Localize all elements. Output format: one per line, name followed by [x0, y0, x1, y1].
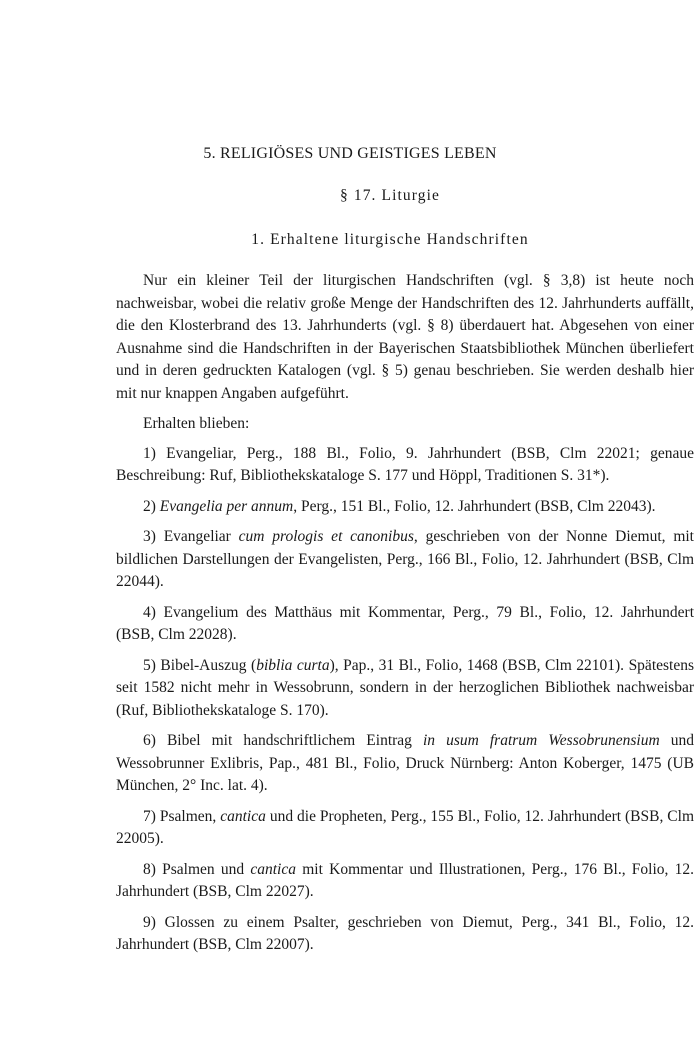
section-heading: § 17. Liturgie [340, 187, 440, 204]
list-item [116, 806, 694, 851]
list-item [116, 912, 694, 957]
item-text-cont: und die Propheten, Perg., 155 Bl., Folio, 12. Jahrhundert (BSB, Clm 22005). [116, 807, 695, 847]
item-italic: Evangelia per annum [159, 497, 294, 515]
body-text [116, 270, 694, 965]
list-item [116, 526, 694, 594]
intro-paragraph: Nur ein kleiner Teil der liturgischen Handschriften (vgl. § 3,8) ist heute noch nachweisbar, wobei die relativ große Menge der Handschriften des 12. Jahrhunderts auffällt, die den Klosterbrand des 13. Jahrhunderts (vgl. § 8) überdauert hat. Abgesehen von einer Ausnahme sind die Handschriften in der Bayerischen Staatsbibliothek München überliefert und in deren gedruckten Katalogen (vgl. § 5) genau beschrieben. Sie werden deshalb hier mit nur knappen Angaben aufgeführt. [116, 272, 694, 402]
item-text-cont: , Perg., 151 Bl., Folio, 12. Jahrhundert (BSB, Clm 22043). [293, 497, 656, 515]
item-italic: cantica [220, 807, 266, 825]
kept-label: Erhalten blieben: [143, 415, 250, 432]
item-text: 4) Evangelium des Matthäus mit Kommentar, Perg., 79 Bl., Folio, 12. Jahrhundert (BSB, Clm 22028). [116, 603, 694, 643]
list-item [116, 730, 694, 798]
item-text: 7) Psalmen, [143, 807, 221, 825]
list-item [116, 602, 694, 647]
list-item [116, 496, 694, 519]
item-text-cont: ), Pap., 31 Bl., Folio, 1468 (BSB, Clm 22101). Spätestens seit 1582 nicht mehr in Wessobrunn, sondern in der herzoglichen Bibliothek nachweisbar (Ruf, Bibliothekskataloge S. 170). [116, 656, 695, 719]
item-italic: biblia curta [256, 656, 330, 674]
list-item [116, 443, 694, 488]
item-text: 9) Glossen zu einem Psalter, geschrieben von Diemut, Perg., 341 Bl., Folio, 12. Jahrhundert (BSB, Clm 22007). [116, 913, 694, 953]
list-item [116, 859, 694, 904]
item-italic: in usum fratrum Wessobrunensium [422, 732, 660, 749]
chapter-heading: 5. RELIGIÖSES UND GEISTIGES LEBEN [203, 145, 497, 162]
item-text: 6) Bibel mit handschriftlichem Eintrag [143, 732, 423, 749]
item-text: 3) Evangeliar [143, 528, 239, 545]
item-text: 1) Evangeliar, Perg., 188 Bl., Folio, 9. Jahrhundert (BSB, Clm 22021; genaue Beschreibung: Ruf, Bibliothekskataloge S. 177 und Höppl, Traditionen S. 31*). [116, 444, 694, 484]
item-italic: cum prologis et canonibus [238, 528, 414, 545]
item-text: 2) [143, 497, 160, 515]
item-text-cont: mit Kommentar und Illustrationen, Perg., 176 Bl., Folio, 12. Jahrhundert (BSB, Clm 22027). [116, 860, 695, 900]
item-text-cont: , geschrieben von der Nonne Diemut, mit bildlichen Darstellungen der Evangelisten, Perg., 166 Bl., Folio, 12. Jahrhundert (BSB, Clm 22044). [116, 528, 694, 590]
item-text: 8) Psalmen und [143, 860, 251, 878]
subsection-heading: 1. Erhaltene liturgische Handschriften [251, 231, 529, 248]
item-text-cont: und Wessobrunner Exlibris, Pap., 481 Bl., Folio, Druck Nürnberg: Anton Koberger, 1475 (UB München, 2° Inc. lat. 4). [116, 732, 694, 794]
list-item [116, 655, 694, 723]
item-italic: cantica [250, 860, 296, 878]
item-text: 5) Bibel-Auszug ( [143, 656, 257, 674]
